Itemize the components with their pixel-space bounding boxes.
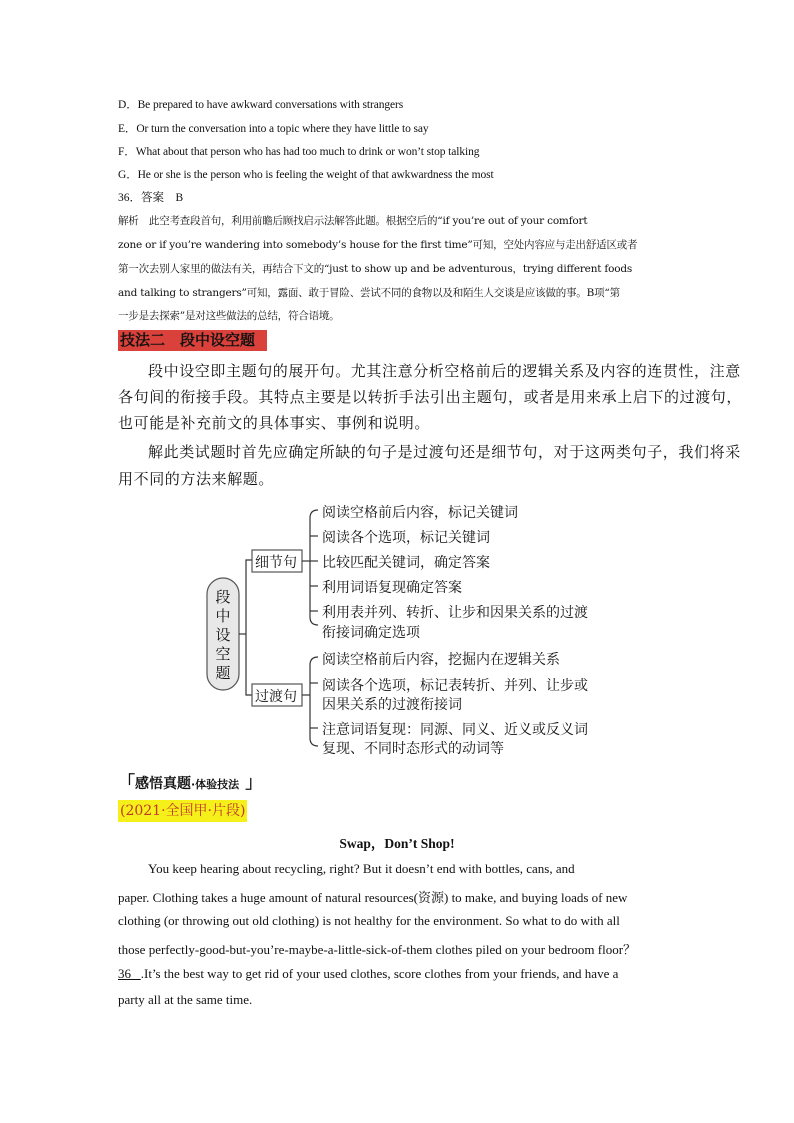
passage-line: party all at the same time. — [118, 992, 253, 1007]
option-e: E．Or turn the conversation into a topic where they have little to say — [118, 123, 429, 135]
option-g: G．He or she is the person who is feeling the weight of that awkwardness the most — [118, 169, 494, 181]
paragraph-line: 也可能是补充前文的具体事实、事例和说明。 — [118, 414, 431, 432]
source-tag: (2021·全国甲·片段) — [118, 800, 247, 822]
paragraph-line: 各句间的衔接手段。其特点主要是以转折手法引出主题句，或者是用来承上启下的过渡句， — [118, 388, 743, 406]
detail-item: 利用表并列、转折、让步和因果关系的过渡 — [322, 605, 588, 621]
transition-item: 阅读各个选项，标记表转折、并列、让步或 — [322, 678, 588, 694]
detail-item: 阅读各个选项，标记关键词 — [322, 530, 490, 546]
option-d: D．Be prepared to have awkward conversations with strangers — [118, 99, 404, 111]
transition-item: 注意词语复现：同源、同义、近义或反义词 — [322, 722, 588, 738]
transition-item: 因果关系的过渡衔接词 — [322, 697, 462, 713]
paragraph-line: 解此类试题时首先应确定所缺的句子是过渡句还是细节句，对于这两类句子，我们将采 — [148, 443, 741, 461]
section-label-main: 感悟真题 — [135, 776, 191, 792]
section-bracket-left: 「 — [118, 773, 135, 793]
explanation-line: zone or if you’re wandering into somebody’s house for the first time”可知，空处内容应与走出舒适区或者 — [118, 239, 638, 251]
diagram-root-char: 设 — [215, 626, 231, 644]
branch-transition-label: 过渡句 — [255, 689, 297, 705]
answer-line: 36．答案 B — [118, 192, 184, 204]
paragraph-line: 用不同的方法来解题。 — [118, 470, 275, 488]
branch-detail-label: 细节句 — [255, 555, 297, 571]
passage-line-with-blank: 36 .It’s the best way to get rid of your used clothes, score clothes from your friends, and have a — [118, 966, 619, 981]
explanation-line: 解析 此空考查段首句，利用前瞻后顾找启示法解答此题。根据空后的“if you’re out of your comfort — [118, 215, 588, 227]
explanation-line: and talking to strangers”可知，露面、敢于冒险、尝试不同的食物以及和陌生人交谈是应该做的事。B项“第 — [118, 287, 620, 299]
section-bracket-right: 」 — [245, 773, 263, 793]
option-f: F．What about that person who has had too much to drink or won’t stop talking — [118, 146, 480, 158]
diagram-root-char: 中 — [215, 607, 231, 625]
passage-title: Swap，Don’t Shop! — [339, 836, 455, 851]
transition-item: 复现、不同时态形式的动词等 — [322, 741, 504, 757]
passage-line-text: It’s the best way to get rid of your used clothes, score clothes from your friends, and have a — [144, 966, 619, 981]
detail-item: 衔接词确定选项 — [322, 625, 420, 641]
passage-line: clothing (or throwing out old clothing) is not healthy for the environment. So what to do with all — [118, 913, 620, 928]
detail-item: 利用词语复现确定答案 — [322, 580, 462, 596]
explanation-line: 第一次去别人家里的做法有关，再结合下文的“just to show up and be adventurous，trying different foods — [118, 263, 633, 275]
passage-line: You keep hearing about recycling, right? But it doesn’t end with bottles, cans, and — [148, 861, 575, 876]
diagram-root — [213, 588, 233, 683]
diagram-root-char: 题 — [215, 664, 231, 682]
detail-item: 比较匹配关键词，确定答案 — [322, 555, 490, 571]
blank-36: 36 — [118, 966, 131, 981]
explanation-line: 一步是去探索”是对这些做法的总结，符合语境。 — [118, 310, 340, 322]
detail-item: 阅读空格前后内容，标记关键词 — [322, 505, 518, 521]
diagram-root-char: 空 — [215, 645, 231, 663]
transition-item: 阅读空格前后内容，挖掘内在逻辑关系 — [322, 652, 560, 668]
passage-line: those perfectly-good-but-you’re-maybe-a-little-sick-of-them clothes piled on your bedroom floor？ — [118, 942, 637, 957]
diagram-root-char: 段 — [215, 588, 231, 606]
technique-heading: 技法二 段中设空题 — [118, 330, 267, 351]
section-label — [118, 768, 262, 793]
passage-line: paper. Clothing takes a huge amount of natural resources(资源) to make, and buying loads of new — [118, 890, 628, 905]
section-label-sub: ·体验技法 — [191, 778, 240, 791]
paragraph-line: 段中设空即主题句的展开句。尤其注意分析空格前后的逻辑关系及内容的连贯性，注意 — [148, 362, 741, 380]
